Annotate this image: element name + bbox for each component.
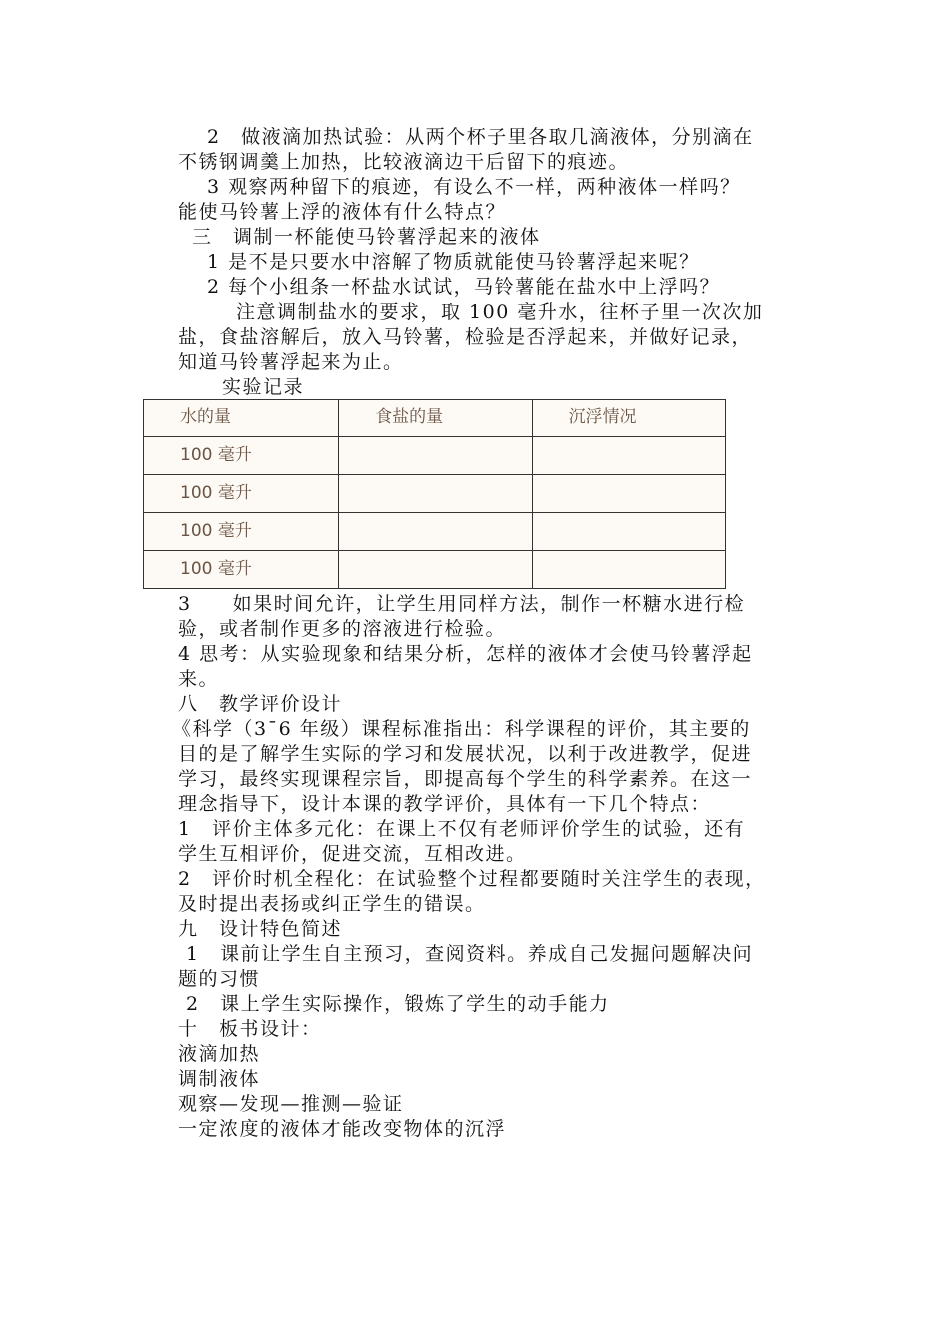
cell-result <box>532 475 725 513</box>
header-salt-amount: 食盐的量 <box>339 400 532 437</box>
table-row <box>144 551 726 589</box>
step-2-heating-line-1: 2 做液滴加热试验：从两个杯子里各取几滴液体，分别滴在 <box>207 126 754 148</box>
board-item-1: 液滴加热 <box>178 1043 261 1065</box>
section-9-heading: 九 设计特色简述 <box>178 918 343 940</box>
step-4-think-line-1: 4 思考：从实验现象和结果分析，怎样的液体才会使马铃薯浮起 <box>178 643 753 665</box>
evaluation-paragraph-line-3: 学习，最终实现课程宗旨，即提高每个学生的科学素养。在这一 <box>178 768 753 790</box>
evaluation-paragraph-line-4: 理念指导下，设计本课的教学评价，具体有一下几个特点： <box>178 793 712 815</box>
section-10-heading: 十 板书设计： <box>178 1018 322 1040</box>
table-row <box>144 513 726 551</box>
note-line-3: 知道马铃薯浮起来为止。 <box>178 351 404 373</box>
experiment-record-table <box>143 399 726 589</box>
step-3-sugar-line-1: 3 如果时间允许，让学生用同样方法，制作一杯糖水进行检 <box>178 593 746 615</box>
cell-salt <box>339 551 532 589</box>
section-3-heading: 三 调制一杯能使马铃薯浮起来的液体 <box>192 226 541 248</box>
cell-water: 100 毫升 <box>144 513 339 551</box>
evaluation-point-1-line-1: 1 评价主体多元化：在课上不仅有老师评价学生的试验，还有 <box>178 818 746 840</box>
header-water-amount: 水的量 <box>144 400 339 437</box>
section-8-heading: 八 教学评价设计 <box>178 693 343 715</box>
note-line-2: 盐，食盐溶解后，放入马铃薯，检验是否浮起来，并做好记录， <box>178 326 753 348</box>
note-line-1: 注意调制盐水的要求，取 100 毫升水，往杯子里一次次加 <box>236 301 764 323</box>
cell-result <box>532 437 725 475</box>
step-4-think-line-2: 来。 <box>178 668 220 690</box>
evaluation-point-1-line-2: 学生互相评价，促进交流，互相改进。 <box>178 843 527 865</box>
cell-result <box>532 551 725 589</box>
feature-1-line-1: 1 课前让学生自主预习，查阅资料。养成自己发掘问题解决问 <box>186 943 754 965</box>
evaluation-point-2-line-1: 2 评价时机全程化：在试验整个过程都要随时关注学生的表现， <box>178 868 766 890</box>
cell-water: 100 毫升 <box>144 551 339 589</box>
board-item-3: 观察—发现—推测—验证 <box>178 1093 404 1115</box>
record-table-caption: 实验记录 <box>222 376 305 398</box>
feature-1-line-2: 题的习惯 <box>178 968 261 990</box>
table-row <box>144 475 726 513</box>
header-float-sink: 沉浮情况 <box>532 400 725 437</box>
question-2: 2 每个小组条一杯盐水试试，马铃薯能在盐水中上浮吗？ <box>207 276 721 298</box>
evaluation-paragraph-line-1: 《科学（3¯6 年级）课程标准指出：科学课程的评价，其主要的 <box>172 718 751 740</box>
table-row <box>144 437 726 475</box>
cell-result <box>532 513 725 551</box>
step-3-observe-line-2: 能使马铃薯上浮的液体有什么特点？ <box>178 201 507 223</box>
board-item-4: 一定浓度的液体才能改变物体的沉浮 <box>178 1118 507 1140</box>
cell-water: 100 毫升 <box>144 437 339 475</box>
cell-salt <box>339 475 532 513</box>
evaluation-point-2-line-2: 及时提出表扬或纠正学生的错误。 <box>178 893 486 915</box>
cell-water: 100 毫升 <box>144 475 339 513</box>
feature-2: 2 课上学生实际操作，锻炼了学生的动手能力 <box>186 993 610 1015</box>
step-3-sugar-line-2: 验，或者制作更多的溶液进行检验。 <box>178 618 507 640</box>
step-3-observe-line-1: 3 观察两种留下的痕迹，有设么不一样，两种液体一样吗？ <box>207 176 741 198</box>
cell-salt <box>339 437 532 475</box>
question-1: 1 是不是只要水中溶解了物质就能使马铃薯浮起来呢？ <box>207 251 700 273</box>
evaluation-paragraph-line-2: 目的是了解学生实际的学习和发展状况，以利于改进教学，促进 <box>178 743 753 765</box>
table-header-row <box>144 400 726 437</box>
step-2-heating-line-2: 不锈钢调羹上加热，比较液滴边干后留下的痕迹。 <box>178 151 630 173</box>
cell-salt <box>339 513 532 551</box>
board-item-2: 调制液体 <box>178 1068 261 1090</box>
